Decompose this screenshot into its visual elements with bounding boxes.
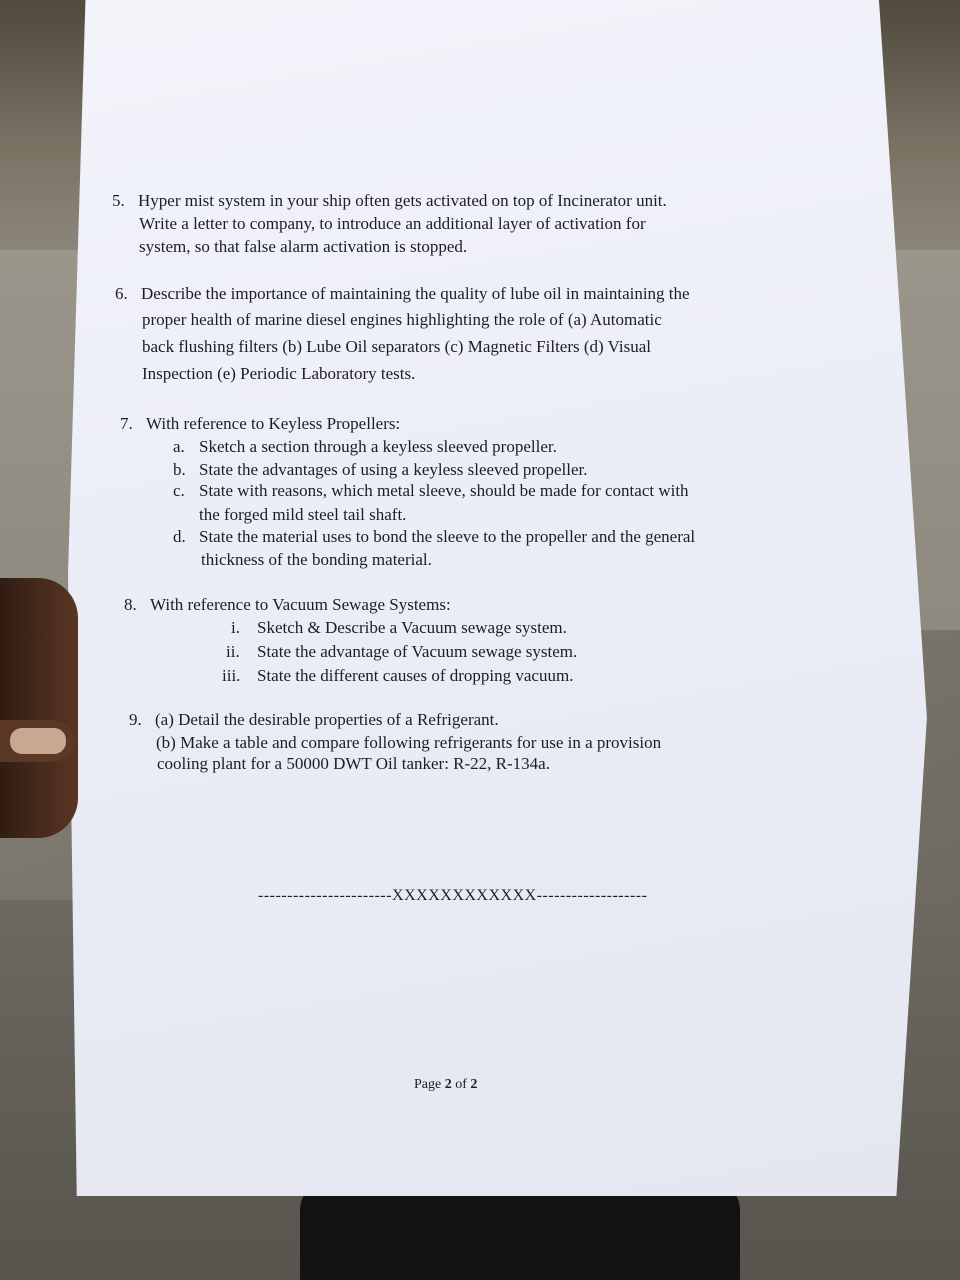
page-footer: Page 2 of 2 [414, 1077, 478, 1092]
question-line: Inspection (e) Periodic Laboratory tests. [142, 364, 416, 383]
sub-item: a. Sketch a section through a keyless sleeved propeller. [173, 437, 557, 456]
question-number: 6. [115, 284, 128, 303]
question-number: 8. [124, 595, 137, 614]
sub-item: d. State the material uses to bond the sleeve to the propeller and the general [173, 527, 696, 546]
question-line: 8. With reference to Vacuum Sewage Systems: [124, 593, 451, 617]
question-line: (b) Make a table and compare following refrigerants for use in a provision [156, 733, 662, 752]
question-line: 9. (a) Detail the desirable properties of a Refrigerant. [129, 708, 499, 732]
question-line: system, so that false alarm activation is stopped. [139, 237, 468, 256]
sub-item-continued: thickness of the bonding material. [201, 550, 432, 569]
question-line: 7. With reference to Keyless Propellers: [120, 412, 400, 436]
sub-item: i. Sketch & Describe a Vacuum sewage system. [231, 618, 567, 637]
question-line: 5. Hyper mist system in your ship often gets activated on top of Incinerator unit. [112, 189, 667, 213]
question-line: Write a letter to company, to introduce an additional layer of activation for [139, 214, 646, 233]
page-current: 2 [444, 1077, 452, 1092]
question-number: 5. [112, 191, 125, 210]
sub-item: c. State with reasons, which metal sleeve, should be made for contact with [173, 481, 689, 500]
end-divider: -----------------------XXXXXXXXXXXX------------------- [258, 887, 648, 904]
question-line: cooling plant for a 50000 DWT Oil tanker: R-22, R-134a. [157, 754, 550, 773]
question-number: 9. [129, 710, 142, 729]
question-number: 7. [120, 414, 133, 433]
sub-item: ii. State the advantage of Vacuum sewage system. [226, 642, 578, 661]
sub-item: b. State the advantages of using a keyless sleeved propeller. [173, 460, 588, 479]
sub-item-continued: the forged mild steel tail shaft. [199, 505, 407, 524]
question-line: proper health of marine diesel engines highlighting the role of (a) Automatic [142, 310, 662, 329]
sub-item: iii. State the different causes of dropping vacuum. [222, 666, 574, 685]
question-line: 6. Describe the importance of maintaining the quality of lube oil in maintaining the [115, 282, 690, 306]
page-total: 2 [470, 1077, 478, 1092]
question-line: back flushing filters (b) Lube Oil separators (c) Magnetic Filters (d) Visual [142, 337, 651, 356]
